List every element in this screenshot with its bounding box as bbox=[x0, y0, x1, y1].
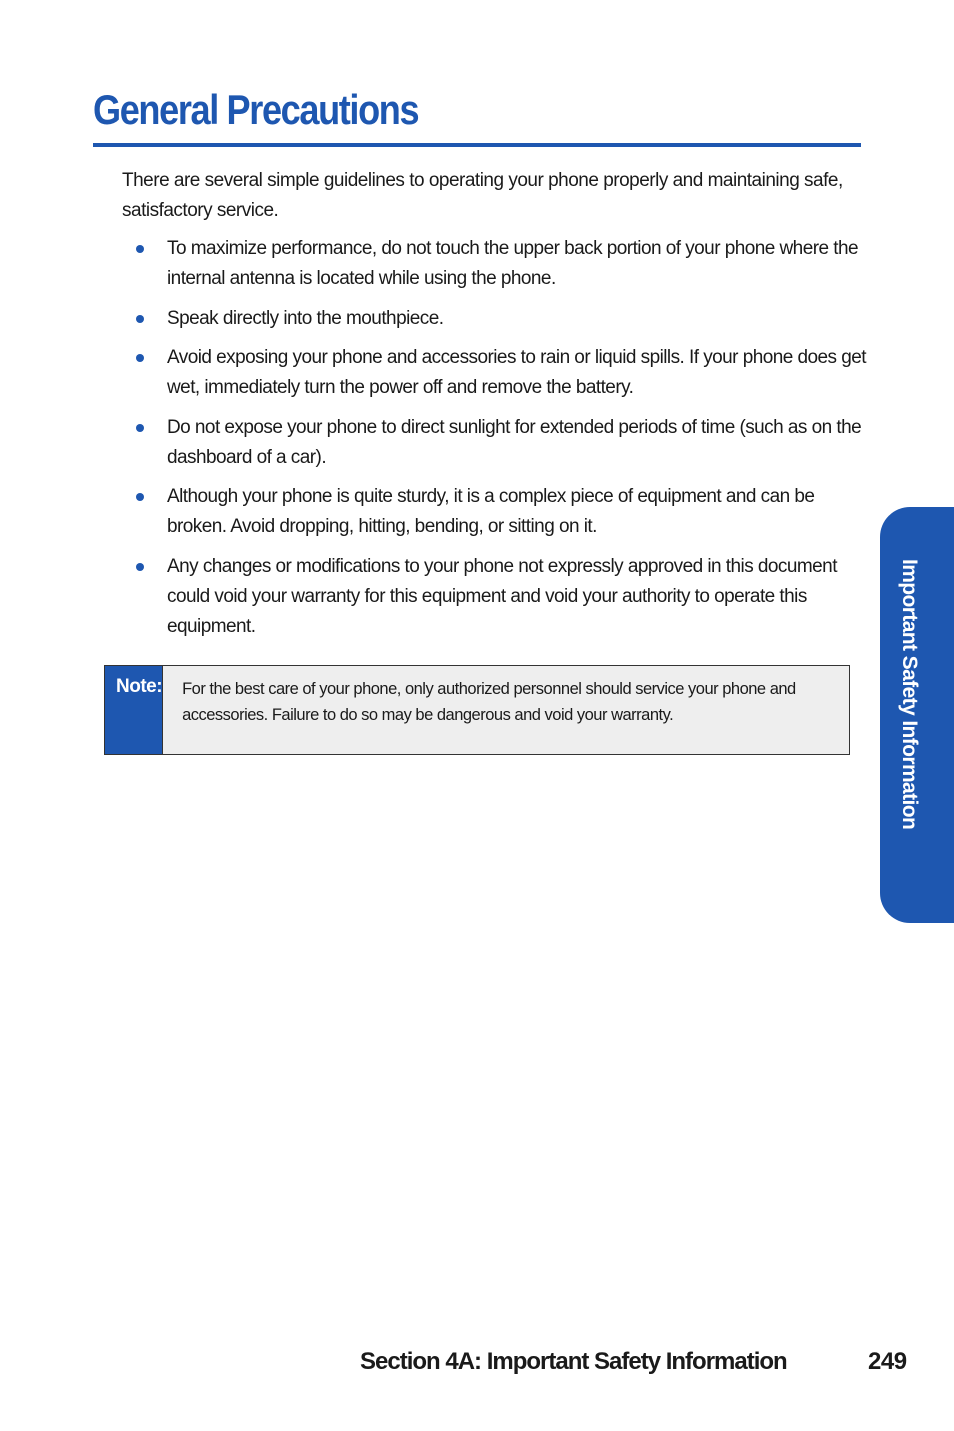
note-text: For the best care of your phone, only authorized personnel should service your phone and accessories. Failure to do so may be dangerous and void your warranty. bbox=[182, 680, 796, 724]
bullet-icon bbox=[136, 245, 144, 253]
list-item bbox=[122, 552, 867, 642]
footer-section-title: Section 4A: Important Safety Information bbox=[360, 1348, 787, 1375]
page-title: General Precautions bbox=[93, 86, 419, 133]
bullet-icon bbox=[136, 424, 144, 432]
bullet-icon bbox=[136, 315, 144, 323]
list-item bbox=[122, 413, 867, 473]
list-item-text: Any changes or modifications to your phone not expressly approved in this document could void your warranty for this equipment and void your authority to operate this equipment. bbox=[167, 555, 837, 637]
precautions-list bbox=[122, 234, 867, 651]
list-item bbox=[122, 482, 867, 542]
list-item bbox=[122, 234, 867, 294]
note-label-cell bbox=[105, 666, 163, 754]
section-side-tab-label: Important Safety Information bbox=[898, 559, 921, 830]
footer-page-number: 249 bbox=[868, 1348, 907, 1375]
note-box bbox=[104, 665, 850, 755]
list-item-text: Do not expose your phone to direct sunlight for extended periods of time (such as on the dashboard of a car). bbox=[167, 416, 862, 468]
bullet-icon bbox=[136, 354, 144, 362]
list-item-text: Although your phone is quite sturdy, it is a complex piece of equipment and can be broken. Avoid dropping, hitting, bending, or sitting on it. bbox=[167, 486, 815, 537]
list-item-text: Speak directly into the mouthpiece. bbox=[167, 307, 444, 329]
list-item bbox=[122, 343, 867, 403]
list-item-text: To maximize performance, do not touch the upper back portion of your phone where the internal antenna is located while using the phone. bbox=[167, 238, 859, 289]
title-rule bbox=[93, 143, 861, 147]
bullet-icon bbox=[136, 493, 144, 501]
note-label: Note: bbox=[116, 676, 163, 697]
list-item bbox=[122, 304, 867, 334]
list-item-text: Avoid exposing your phone and accessories to rain or liquid spills. If your phone does get wet, immediately turn the power off and remove the battery. bbox=[167, 347, 866, 398]
bullet-icon bbox=[136, 563, 144, 571]
intro-paragraph: There are several simple guidelines to operating your phone properly and maintaining safe, satisfactory service. bbox=[122, 170, 843, 221]
